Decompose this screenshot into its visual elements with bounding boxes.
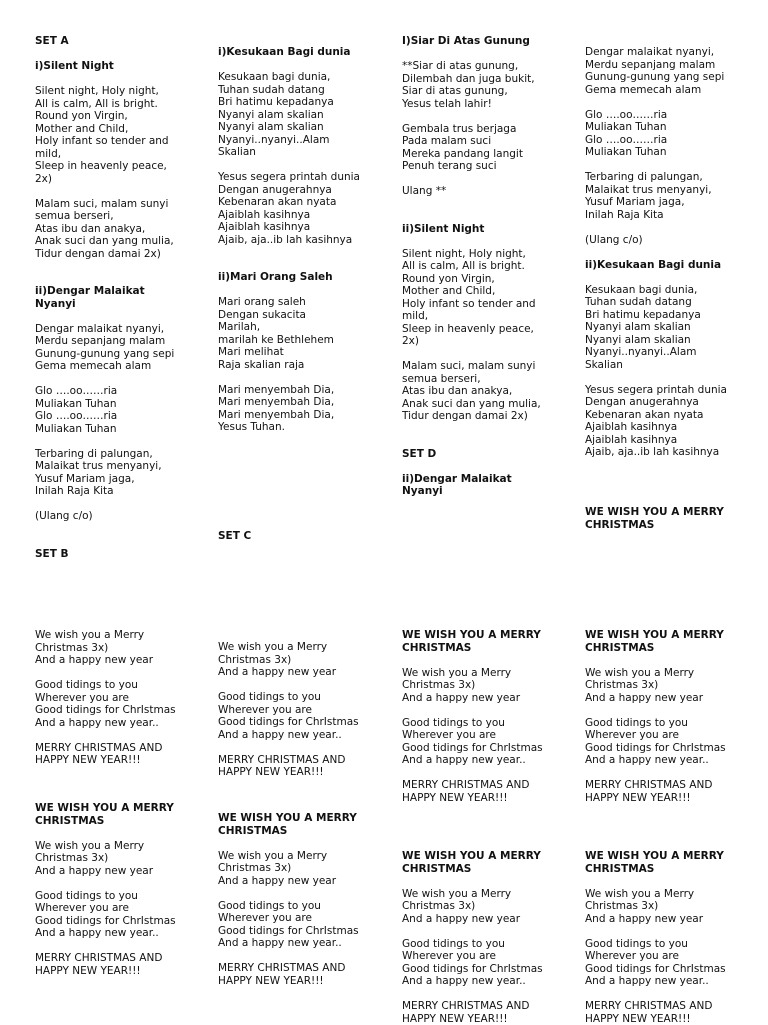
verse-silent-night-2: Malam suci, malam sunyi semua berseri, Atas ibu dan anakya, Anak suci dan yang mulia, Tidur dengan damai 2x) (402, 360, 541, 422)
wish-block-c4-c (585, 850, 757, 1025)
song-title-dengar-malaikat: ii)Dengar Malaikat Nyanyi (35, 285, 145, 310)
col4-top-block (585, 46, 757, 459)
verse-dengar-3: Terbaring di palungan, Malaikat trus menyanyi, Yusuf Mariam jaga, Inilah Raja Kita (585, 171, 712, 221)
verse-wish-1: We wish you a Merry Christmas 3x) And a happy new year (35, 839, 154, 877)
verse-dengar-1: Dengar malaikat nyanyi, Merdu sepanjang malam Gunung-gunung yang sepi Gema memecah alam (35, 322, 175, 372)
verse-siar-3: Ulang ** (402, 185, 447, 197)
set-d-heading: SET D (402, 447, 437, 460)
verse-wish-1: We wish you a Merry Christmas 3x) And a happy new year (218, 849, 337, 887)
wish-block-c4-b (585, 629, 757, 804)
verse-dengar-2: Glo ….oo……ria Muliakan Tuhan Glo ….oo……ria Muliakan Tuhan (585, 108, 668, 158)
verse-silent-night-1: Silent night, Holy night, All is calm, All is bright. Round yon Virgin, Mother and Child, Holy infant so tender and mild, Sleep in heavenly peace, 2x) (402, 247, 536, 347)
verse-wish-1: We wish you a Merry Christmas 3x) And a happy new year (402, 666, 521, 704)
verse-wish-1: We wish you a Merry Christmas 3x) And a happy new year (35, 629, 154, 666)
verse-wish-1: We wish you a Merry Christmas 3x) And a happy new year (585, 887, 704, 925)
verse-dengar-4: (Ulang c/o) (585, 233, 643, 246)
song-title-wish: WE WISH YOU A MERRY CHRISTMAS (585, 629, 724, 654)
verse-silent-night-1: Silent night, Holy night, All is calm, All is bright. Round yon Virgin, Mother and Child, Holy infant so tender and mild, Sleep in heavenly peace, 2x) (35, 85, 169, 185)
wish-block-c1-a (35, 629, 207, 767)
verse-kesukaan-1: Kesukaan bagi dunia, Tuhan sudah datang Bri hatimu kepadanya Nyanyi alam skalian Nyanyi alam skalian Nyanyi..nyanyi..Alam Skalian (218, 71, 334, 158)
verse-siar-1: **Siar di atas gunung, Dilembah dan juga bukit, Siar di atas gunung, Yesus telah lahir! (402, 60, 535, 110)
song-title-wish: WE WISH YOU A MERRY CHRISTMAS (402, 629, 541, 654)
verse-wish-3: MERRY CHRISTMAS AND HAPPY NEW YEAR!!! (402, 779, 530, 804)
verse-wish-2: Good tidings to you Wherever you are Good tidings for ChrIstmas And a happy new year.. (35, 679, 176, 729)
verse-dengar-2: Glo ….oo……ria Muliakan Tuhan Glo ….oo……ria Muliakan Tuhan (35, 385, 118, 435)
verse-wish-3: MERRY CHRISTMAS AND HAPPY NEW YEAR!!! (585, 1000, 713, 1025)
verse-kesukaan-1: Kesukaan bagi dunia, Tuhan sudah datang Bri hatimu kepadanya Nyanyi alam skalian Nyanyi alam skalian Nyanyi..nyanyi..Alam Skalian (585, 283, 701, 371)
verse-wish-2: Good tidings to you Wherever you are Good tidings for ChrIstmas And a happy new year.. (402, 937, 543, 987)
set-a-heading: SET A (35, 35, 69, 47)
set-c-heading: SET C (218, 530, 252, 542)
verse-siar-2: Gembala trus berjaga Pada malam suci Mereka pandang langit Penuh terang suci (402, 122, 523, 172)
wish-title-c4-a (585, 506, 757, 531)
verse-kesukaan-2: Yesus segera printah dunia Dengan anugerahnya Kebenaran akan nyata Ajaiblah kasihnya Ajaiblah kasihnya Ajaib, aja..ib lah kasihnya (218, 171, 360, 246)
verse-dengar-3: Terbaring di palungan, Malaikat trus menyanyi, Yusuf Mariam jaga, Inilah Raja Kita (35, 447, 162, 497)
verse-dengar-1: Dengar malaikat nyanyi, Merdu sepanjang malam Gunung-gunung yang sepi Gema memecah alam (585, 46, 725, 96)
verse-wish-2: Good tidings to you Wherever you are Good tidings for ChrIstmas And a happy new year.. (402, 716, 543, 766)
col2-top-block (218, 46, 390, 434)
song-title-silent-night: ii)Silent Night (402, 222, 485, 235)
song-title-dengar-malaikat: ii)Dengar Malaikat Nyanyi (402, 472, 512, 497)
set-c-block (218, 530, 390, 543)
verse-wish-1: We wish you a Merry Christmas 3x) And a happy new year (218, 641, 337, 678)
song-title-wish: WE WISH YOU A MERRY CHRISTMAS (585, 850, 724, 875)
song-title-silent-night: i)Silent Night (35, 60, 114, 72)
song-title-mari-orang-saleh: ii)Mari Orang Saleh (218, 271, 333, 283)
verse-silent-night-2: Malam suci, malam sunyi semua berseri, Atas ibu dan anakya, Anak suci dan yang mulia, Tidur dengan damai 2x) (35, 197, 174, 260)
verse-wish-3: MERRY CHRISTMAS AND HAPPY NEW YEAR!!! (218, 962, 346, 987)
col3-top-block (402, 35, 574, 498)
set-b-heading: SET B (35, 547, 69, 560)
verse-wish-2: Good tidings to you Wherever you are Good tidings for ChrIstmas And a happy new year.. (585, 716, 726, 766)
wish-block-c1-b (35, 802, 207, 977)
song-title-siar-di-atas-gunung: I)Siar Di Atas Gunung (402, 35, 530, 47)
verse-wish-1: We wish you a Merry Christmas 3x) And a happy new year (402, 887, 521, 925)
wish-block-c2-b (218, 812, 390, 987)
wish-block-c3-a (402, 629, 574, 804)
verse-wish-3: MERRY CHRISTMAS AND HAPPY NEW YEAR!!! (402, 1000, 530, 1025)
verse-wish-3: MERRY CHRISTMAS AND HAPPY NEW YEAR!!! (218, 753, 346, 778)
verse-wish-3: MERRY CHRISTMAS AND HAPPY NEW YEAR!!! (35, 952, 163, 977)
song-title-kesukaan: ii)Kesukaan Bagi dunia (585, 258, 722, 271)
verse-kesukaan-2: Yesus segera printah dunia Dengan anugerahnya Kebenaran akan nyata Ajaiblah kasihnya Ajaiblah kasihnya Ajaib, aja..ib lah kasihnya (585, 383, 727, 458)
song-title-wish: WE WISH YOU A MERRY CHRISTMAS (585, 506, 724, 531)
verse-wish-2: Good tidings to you Wherever you are Good tidings for ChrIstmas And a happy new year.. (585, 937, 726, 987)
verse-wish-1: We wish you a Merry Christmas 3x) And a happy new year (585, 666, 704, 704)
song-title-wish: WE WISH YOU A MERRY CHRISTMAS (218, 812, 357, 837)
song-title-wish: WE WISH YOU A MERRY CHRISTMAS (35, 802, 174, 827)
song-title-wish: WE WISH YOU A MERRY CHRISTMAS (402, 850, 541, 875)
song-title-kesukaan: i)Kesukaan Bagi dunia (218, 46, 351, 58)
wish-block-c3-b (402, 850, 574, 1025)
wish-block-c2-a (218, 641, 390, 779)
verse-wish-2: Good tidings to you Wherever you are Good tidings for ChrIstmas And a happy new year.. (35, 889, 176, 939)
verse-wish-2: Good tidings to you Wherever you are Good tidings for ChrIstmas And a happy new year.. (218, 691, 359, 741)
verse-mari-2: Mari menyembah Dia, Mari menyembah Dia, Mari menyembah Dia, Yesus Tuhan. (218, 383, 335, 433)
verse-dengar-4: (Ulang c/o) (35, 510, 93, 522)
verse-wish-3: MERRY CHRISTMAS AND HAPPY NEW YEAR!!! (35, 741, 163, 766)
verse-mari-1: Mari orang saleh Dengan sukacita Marilah, marilah ke Bethlehem Mari melihat Raja skalian raja (218, 296, 334, 371)
set-a-block (35, 35, 207, 560)
verse-wish-2: Good tidings to you Wherever you are Good tidings for ChrIstmas And a happy new year.. (218, 899, 359, 949)
verse-wish-3: MERRY CHRISTMAS AND HAPPY NEW YEAR!!! (585, 779, 713, 804)
